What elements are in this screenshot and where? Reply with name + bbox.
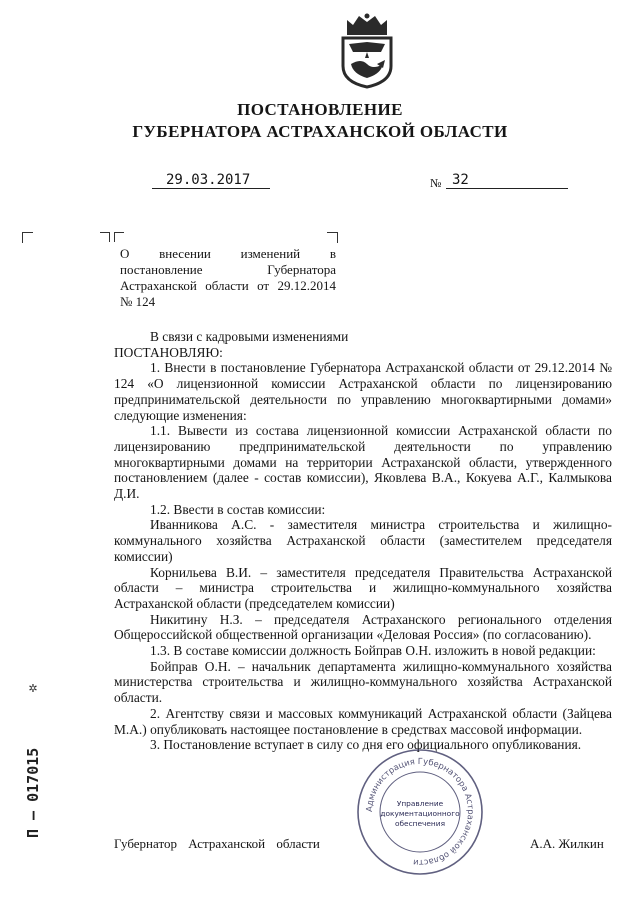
body-paragraph: Иванникова А.С. - заместителя министра строительства и жилищно-коммунального хозяйства Астраханской области (заместителем председателя комиссии) — [114, 517, 612, 564]
coat-of-arms-icon — [337, 12, 397, 88]
stamp-center-line: документационного — [380, 809, 460, 818]
body-paragraph: Никитину Н.З. – председателя Астраханского регионального отделения Общероссийской общественной организации «Деловая Россия» (по согласованию). — [114, 611, 612, 643]
official-stamp — [355, 747, 485, 877]
stamp-center-line: Управление — [396, 799, 444, 808]
asterisk-icon: ✲ — [28, 682, 38, 695]
corner-mark-subject-right — [327, 232, 338, 243]
body-paragraph: 3. Постановление вступает в силу со дня его официального опубликования. — [150, 737, 582, 753]
date-underline — [152, 188, 270, 189]
number-label: № — [430, 176, 442, 190]
body-paragraph: Корнильева В.И. – заместителя председателя Правительства Астраханской области – министра строительства и жилищно-коммунального хозяйства Астраханской области (председателем комиссии) — [114, 564, 612, 611]
body-paragraph: Бойправ О.Н. – начальник департамента жилищно-коммунального хозяйства министерства строительства и жилищно-коммунального хозяйства Астраханской области. — [114, 658, 612, 706]
margin-code-text: П – 017015 — [24, 747, 42, 838]
body-resolve: ПОСТАНОВЛЯЮ: — [114, 344, 223, 360]
signature-name: А.А. Жилкин — [530, 836, 604, 851]
number-underline — [446, 188, 568, 189]
document-date: 29.03.2017 — [166, 172, 251, 188]
document-body — [114, 329, 612, 753]
stamp-center-line: обеспечения — [394, 819, 446, 828]
body-paragraph: 1.3. В составе комиссии должность Бойправ О.Н. изложить в новой редакции: — [150, 643, 596, 659]
document-number: 32 — [452, 172, 469, 188]
stamp-ring-text: Администрация Губернатора Астраханской области — [363, 755, 477, 869]
document-issuer: ГУБЕРНАТОРА АСТРАХАНСКОЙ ОБЛАСТИ — [132, 122, 508, 141]
body-paragraph: 1. Внести в постановление Губернатора Астраханской области от 29.12.2014 № 124 «О лицензионной комиссии Астраханской области по лицензированию предпринимательской деятельности по управлению многоквартирными домами» следующие изменения: — [114, 360, 612, 423]
corner-mark-left — [22, 232, 33, 243]
corner-mark-subject-left2 — [114, 232, 124, 242]
body-paragraph: 1.2. Ввести в состав комиссии: — [150, 501, 326, 517]
body-intro: В связи с кадровыми изменениями — [150, 329, 349, 344]
signature-position: Губернатор Астраханской области — [114, 836, 320, 851]
body-paragraph: 2. Агентству связи и массовых коммуникаций Астраханской области (Зайцева М.А.) опубликовать настоящее постановление в средствах массовой информации. — [114, 705, 612, 737]
document-title: ПОСТАНОВЛЕНИЕ — [237, 100, 403, 119]
document-subject: О внесении изменений в постановление Губернатора Астраханской области от 29.12.2014 № 124 — [120, 246, 336, 309]
corner-mark-subject-left — [100, 232, 110, 242]
margin-registration-code — [18, 682, 48, 840]
body-paragraph: 1.1. Вывести из состава лицензионной комиссии Астраханской области по лицензированию предпринимательской деятельности по управлению многоквартирными домами на территории Астраханской области, утвержденного постановлением (далее - состав комиссии), Яковлева В.А., Кокуева А.Г., Калмыкова Д.И. — [114, 423, 612, 502]
